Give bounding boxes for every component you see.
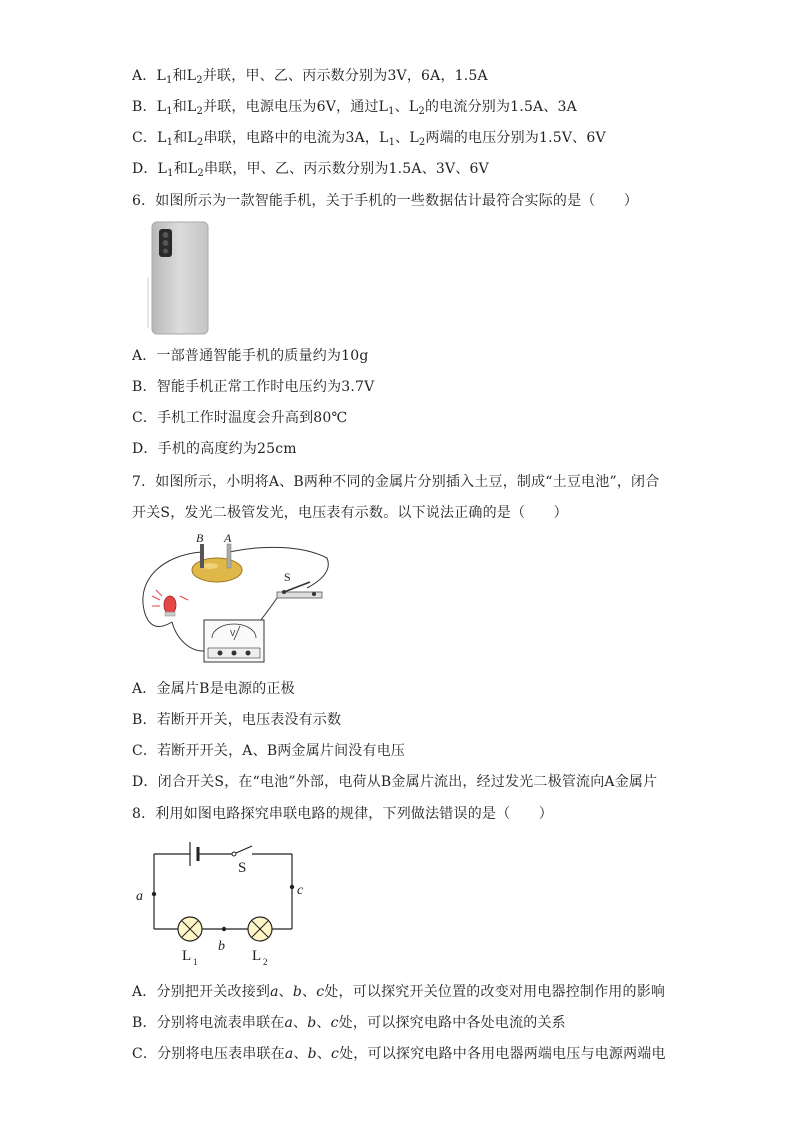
label-s: S — [284, 570, 291, 584]
q5-option-a: A．$L_1$和$L_2$并联，甲、乙、丙示数分别为3V，6A，1.5A — [132, 68, 488, 86]
potato-battery-figure — [132, 530, 337, 670]
q7-stem-line1: 7．如图所示，小明将A、B两种不同的金属片分别插入土豆，制成“土豆电池”，闭合 — [132, 474, 660, 490]
label-l2-sub: 2 — [263, 957, 268, 967]
metal-plate-a — [227, 544, 231, 568]
q7-option-b: B．若断开开关，电压表没有示数 — [132, 712, 342, 728]
q5-option-b: B．$L_1$和$L_2$并联，电源电压为6V，通过$L_1$、$L_2$的电流分别为1.5A、3A — [132, 99, 577, 117]
q8-stem: 8．利用如图电路探究串联电路的规律，下列做法错误的是（ ） — [132, 806, 553, 822]
phone-figure — [144, 218, 210, 336]
q5-option-c: C．$L_1$和$L_2$串联，电路中的电流为3A，$L_1$、$L_2$两端的电压分别为1.5V、6V — [132, 130, 606, 148]
metal-plate-b — [200, 544, 204, 568]
label-s: S — [238, 860, 247, 876]
q7-option-c: C．若断开开关，A、B两金属片间没有电压 — [132, 743, 406, 759]
switch-blade — [236, 846, 252, 853]
q5-option-d: D．$L_1$和$L_2$串联，甲、乙、丙示数分别为1.5A、3V、6V — [132, 161, 489, 179]
series-circuit-figure — [132, 836, 312, 971]
q8-option-a: A．分别把开关改接到a、b、c处，可以探究开关位置的改变对用电器控制作用的影响 — [132, 984, 666, 1000]
label-c: c — [297, 883, 304, 898]
led-icon — [152, 590, 188, 616]
voltmeter-icon — [204, 620, 264, 662]
lamp-l1-icon — [178, 917, 202, 941]
switch-pivot — [232, 852, 236, 856]
label-l1: L — [182, 948, 192, 964]
label-a: A — [224, 531, 232, 545]
q7-option-d: D．闭合开关S，在“电池”外部，电荷从B金属片流出，经过发光二极管流向A金属片 — [132, 774, 658, 790]
q7-stem-line2: 开关S，发光二极管发光，电压表有示数。以下说法正确的是（ ） — [132, 505, 568, 521]
label-l1-sub: 1 — [193, 957, 198, 967]
label-a: a — [136, 889, 143, 904]
q7-option-a: A．金属片B是电源的正极 — [132, 681, 295, 697]
q6-stem: 6．如图所示为一款智能手机，关于手机的一些数据估计最符合实际的是（ ） — [132, 193, 639, 209]
label-l2: L — [252, 948, 262, 964]
lamp-l2-icon — [248, 917, 272, 941]
label-b: b — [218, 939, 225, 954]
q8-option-b: B．分别将电流表串联在a、b、c处，可以探究电路中各处电流的关系 — [132, 1015, 566, 1031]
q6-option-d: D．手机的高度约为25cm — [132, 441, 297, 457]
q6-option-c: C．手机工作时温度会升高到80℃ — [132, 410, 348, 426]
label-b: B — [196, 531, 204, 545]
potato — [192, 558, 242, 582]
q6-option-b: B．智能手机正常工作时电压约为3.7V — [132, 379, 375, 395]
label-v: V — [230, 629, 236, 638]
q6-option-a: A．一部普通智能手机的质量约为10g — [132, 348, 369, 364]
q8-option-c: C．分别将电压表串联在a、b、c处，可以探究电路中各用电器两端电压与电源两端电 — [132, 1046, 666, 1062]
